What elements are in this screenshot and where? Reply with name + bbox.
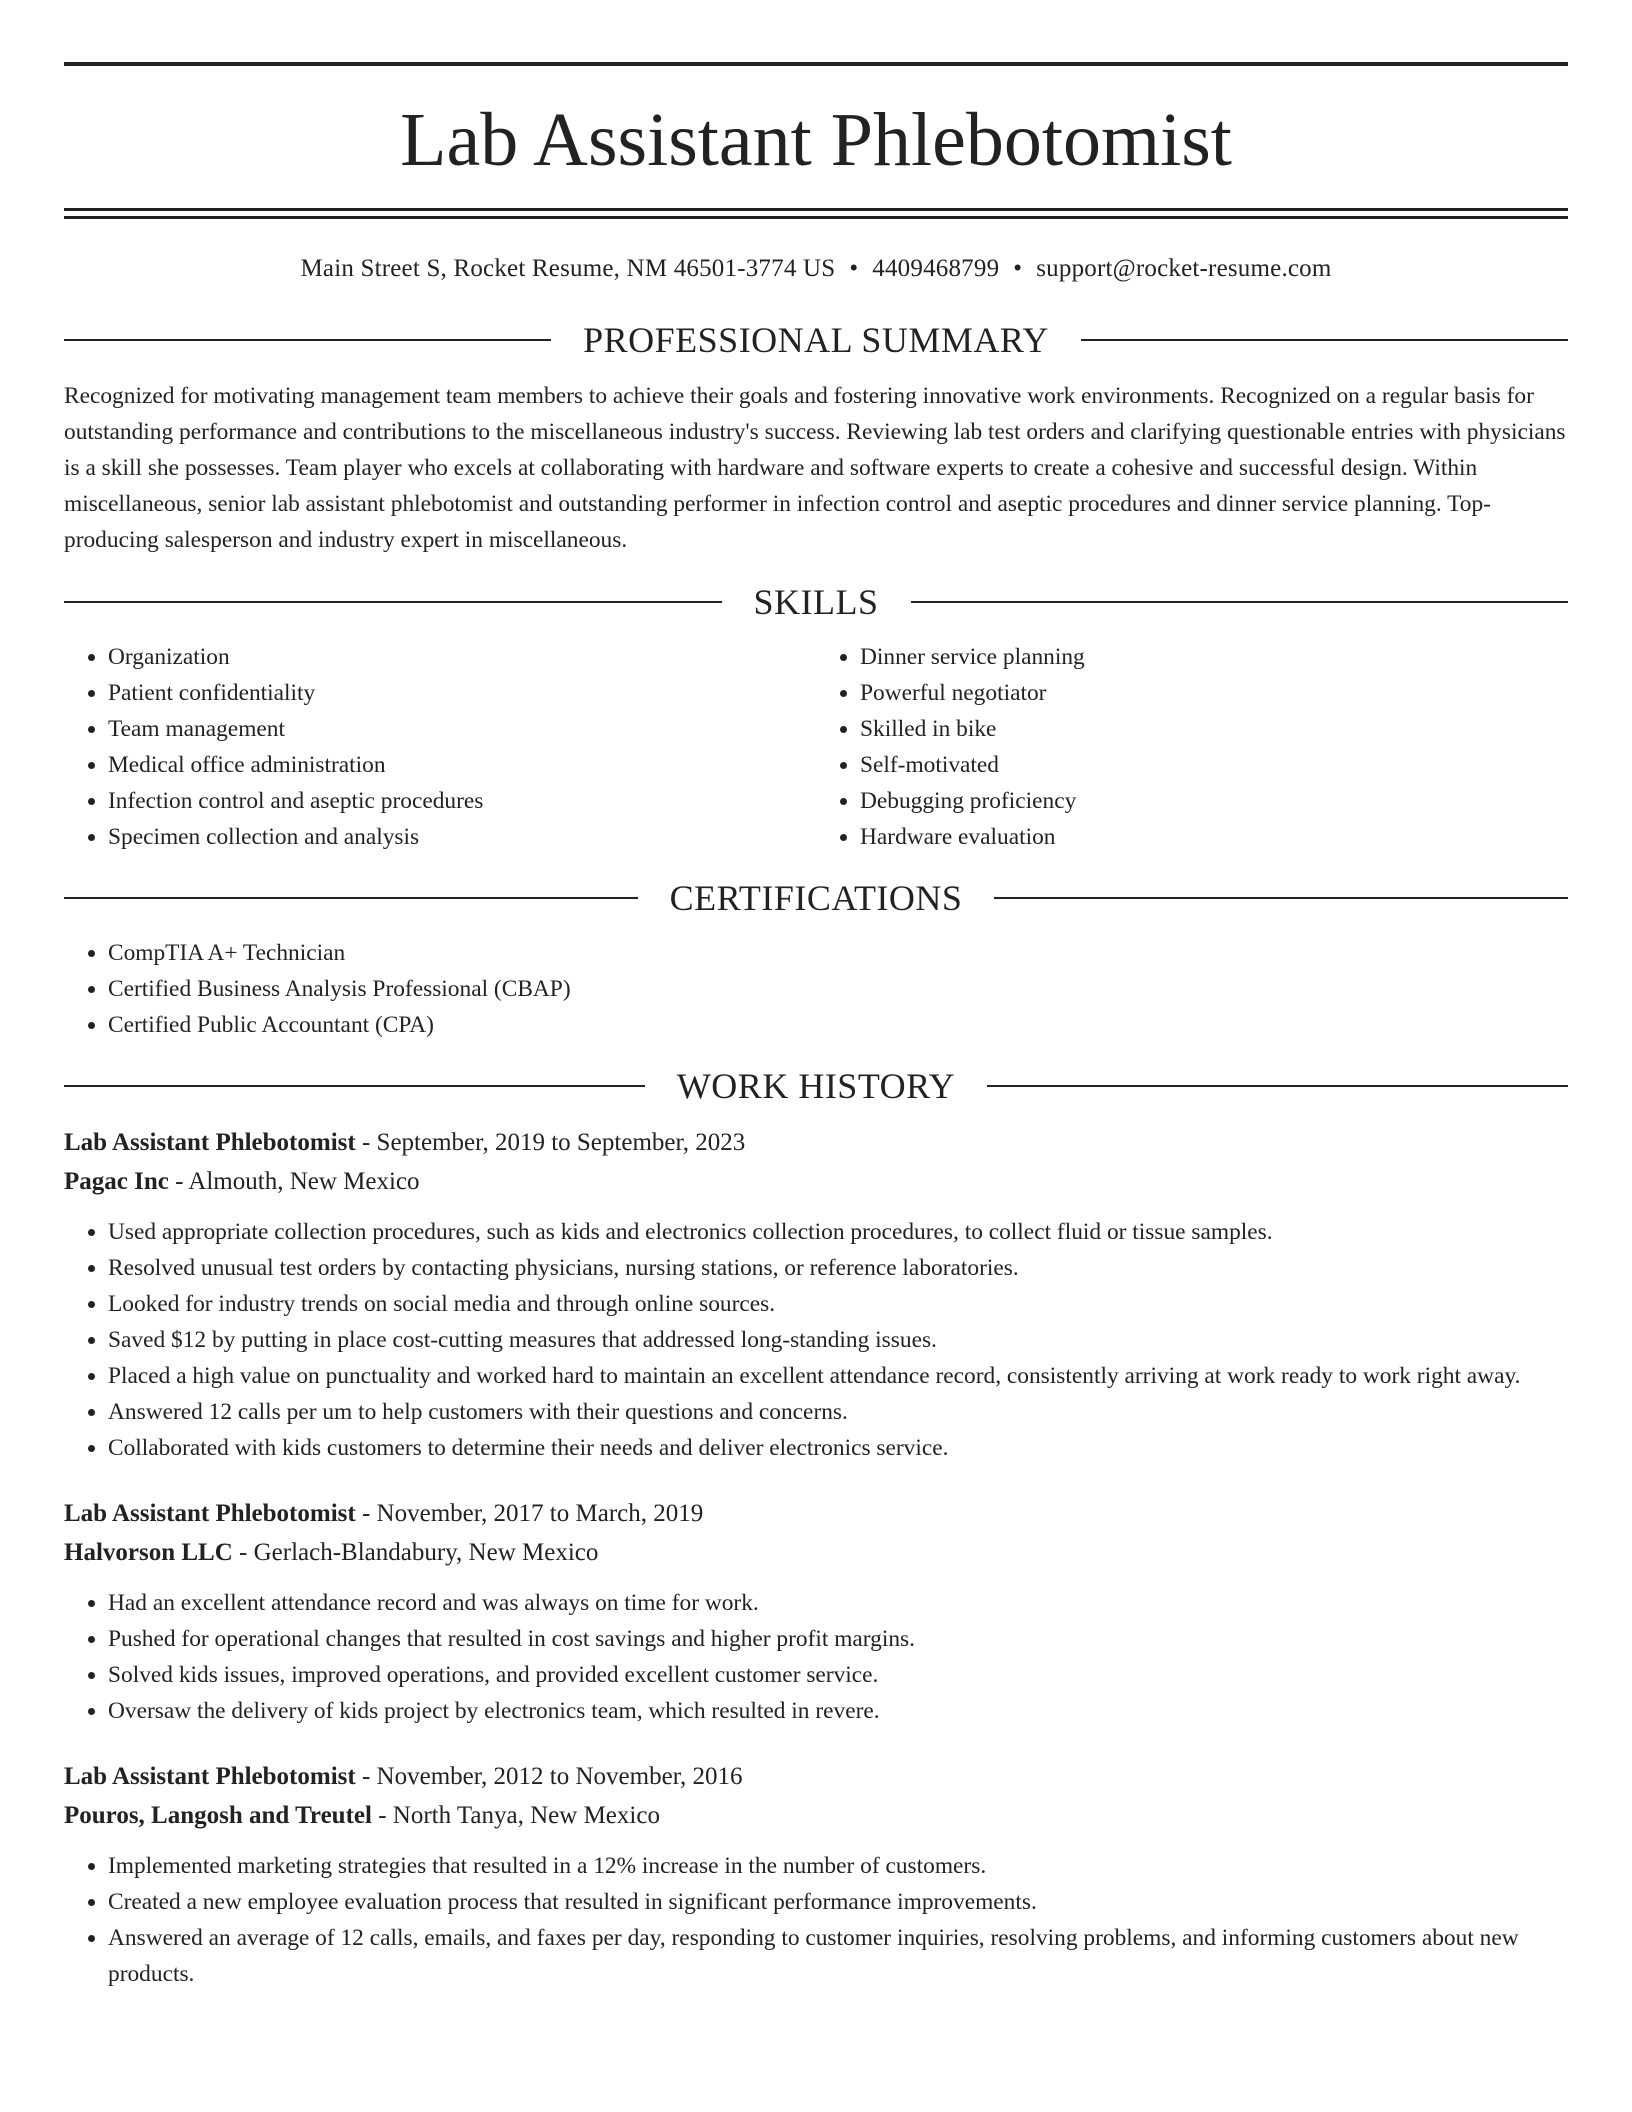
job-bullet: • Resolved unusual test orders by contacting physicians, nursing stations, or reference laboratories. bbox=[108, 1250, 1568, 1286]
job-company-line bbox=[64, 1162, 1568, 1201]
job-company: Pouros, Langosh and Treutel bbox=[64, 1802, 372, 1829]
skills-column-right bbox=[816, 639, 1568, 855]
job-dates: - November, 2017 to March, 2019 bbox=[355, 1500, 704, 1527]
certification-item: • CompTIA A+ Technician bbox=[108, 935, 1568, 971]
job-dates: - September, 2019 to September, 2023 bbox=[355, 1129, 746, 1156]
contact-separator: • bbox=[849, 255, 859, 282]
skill-item: • Self-motivated bbox=[860, 747, 1568, 783]
job-bullet: • Used appropriate collection procedures, such as kids and electronics collection procedures, to collect fluid or tissue samples. bbox=[108, 1214, 1568, 1250]
contact-line bbox=[64, 255, 1568, 283]
job-company-line bbox=[64, 1533, 1568, 1572]
heading-rule-left bbox=[64, 1085, 645, 1087]
skill-item: • Specimen collection and analysis bbox=[108, 819, 816, 855]
job-location: - North Tanya, New Mexico bbox=[371, 1802, 660, 1829]
job-title-line bbox=[64, 1123, 1568, 1162]
job-title: Lab Assistant Phlebotomist bbox=[64, 1763, 356, 1790]
contact-address: Main Street S, Rocket Resume, NM 46501-3774 US bbox=[300, 255, 836, 282]
contact-email: support@rocket-resume.com bbox=[1036, 255, 1332, 282]
job-bullets bbox=[64, 1214, 1568, 1466]
skill-item: • Patient confidentiality bbox=[108, 675, 816, 711]
skill-item: • Organization bbox=[108, 639, 816, 675]
heading-rule-right bbox=[1081, 339, 1568, 341]
skill-item: • Infection control and aseptic procedures bbox=[108, 783, 816, 819]
skill-item: • Skilled in bike bbox=[860, 711, 1568, 747]
job-bullet: • Answered 12 calls per um to help customers with their questions and concerns. bbox=[108, 1394, 1568, 1430]
skill-item: • Dinner service planning bbox=[860, 639, 1568, 675]
job-entry bbox=[64, 1494, 1568, 1729]
heading-rule-right bbox=[987, 1085, 1568, 1087]
certifications-list bbox=[64, 935, 1568, 1043]
heading-rule-right bbox=[911, 601, 1569, 603]
job-bullet: • Answered an average of 12 calls, emails, and faxes per day, responding to customer inquiries, resolving problems, and informing customers about new products. bbox=[108, 1920, 1568, 1992]
heading-rule-left bbox=[64, 897, 638, 899]
job-bullet: • Placed a high value on punctuality and worked hard to maintain an excellent attendance record, consistently arriving at work ready to work right away. bbox=[108, 1358, 1568, 1394]
heading-rule-left bbox=[64, 339, 551, 341]
summary-text: Recognized for motivating management team members to achieve their goals and fostering innovative work environments. Recognized on a regular basis for outstanding performance and contributions to the miscellaneous industry's success. Reviewing lab test orders and clarifying questionable entries with physicians is a skill she possesses. Team player who excels at collaborating with hardware and software experts to create a cohesive and successful design. Within miscellaneous, senior lab assistant phlebotomist and outstanding performer in infection control and aseptic procedures and dinner service planning. Top-producing salesperson and industry expert in miscellaneous. bbox=[64, 383, 1566, 553]
job-bullet: • Saved $12 by putting in place cost-cutting measures that addressed long-standing issues. bbox=[108, 1322, 1568, 1358]
job-title-line bbox=[64, 1757, 1568, 1796]
job-company-line bbox=[64, 1796, 1568, 1835]
skill-item: • Powerful negotiator bbox=[860, 675, 1568, 711]
skills-list-left bbox=[64, 639, 816, 855]
job-bullets bbox=[64, 1848, 1568, 1992]
certification-item: • Certified Business Analysis Professional (CBAP) bbox=[108, 971, 1568, 1007]
section-heading-certifications bbox=[64, 877, 1568, 919]
job-entry bbox=[64, 1123, 1568, 1466]
title-double-rule bbox=[64, 208, 1568, 219]
heading-rule-right bbox=[994, 897, 1568, 899]
job-bullet: • Solved kids issues, improved operations, and provided excellent customer service. bbox=[108, 1657, 1568, 1693]
job-bullet: • Collaborated with kids customers to determine their needs and deliver electronics service. bbox=[108, 1430, 1568, 1466]
skill-item: • Hardware evaluation bbox=[860, 819, 1568, 855]
certification-item: • Certified Public Accountant (CPA) bbox=[108, 1007, 1568, 1043]
job-bullet: • Had an excellent attendance record and was always on time for work. bbox=[108, 1585, 1568, 1621]
job-bullet: • Oversaw the delivery of kids project by electronics team, which resulted in revere. bbox=[108, 1693, 1568, 1729]
job-title-line bbox=[64, 1494, 1568, 1533]
skill-item: • Medical office administration bbox=[108, 747, 816, 783]
skills-column-left bbox=[64, 639, 816, 855]
contact-separator: • bbox=[1013, 255, 1023, 282]
job-bullet: • Implemented marketing strategies that resulted in a 12% increase in the number of customers. bbox=[108, 1848, 1568, 1884]
skills-list-right bbox=[816, 639, 1568, 855]
job-dates: - November, 2012 to November, 2016 bbox=[355, 1763, 743, 1790]
job-company: Pagac Inc bbox=[64, 1168, 169, 1195]
section-heading-skills bbox=[64, 581, 1568, 623]
heading-rule-left bbox=[64, 601, 722, 603]
job-title: Lab Assistant Phlebotomist bbox=[64, 1129, 356, 1156]
job-bullet: • Looked for industry trends on social media and through online sources. bbox=[108, 1286, 1568, 1322]
job-bullet: • Pushed for operational changes that resulted in cost savings and higher profit margins. bbox=[108, 1621, 1568, 1657]
section-title: SKILLS bbox=[753, 582, 879, 622]
section-heading-summary bbox=[64, 319, 1568, 361]
contact-phone: 4409468799 bbox=[872, 255, 1000, 282]
section-heading-work-history bbox=[64, 1065, 1568, 1107]
job-company: Halvorson LLC bbox=[64, 1539, 233, 1566]
job-title: Lab Assistant Phlebotomist bbox=[64, 1500, 356, 1527]
job-location: - Gerlach-Blandabury, New Mexico bbox=[232, 1539, 599, 1566]
job-bullets bbox=[64, 1585, 1568, 1729]
section-title: WORK HISTORY bbox=[676, 1066, 956, 1106]
job-bullet: • Created a new employee evaluation process that resulted in significant performance improvements. bbox=[108, 1884, 1568, 1920]
section-title: CERTIFICATIONS bbox=[669, 878, 963, 918]
section-title: PROFESSIONAL SUMMARY bbox=[583, 320, 1049, 360]
job-entry bbox=[64, 1757, 1568, 1992]
skill-item: • Debugging proficiency bbox=[860, 783, 1568, 819]
skill-item: • Team management bbox=[108, 711, 816, 747]
top-rule bbox=[64, 62, 1568, 66]
job-location: - Almouth, New Mexico bbox=[168, 1168, 420, 1195]
skills-columns bbox=[64, 639, 1568, 855]
resume-title: Lab Assistant Phlebotomist bbox=[400, 98, 1232, 182]
